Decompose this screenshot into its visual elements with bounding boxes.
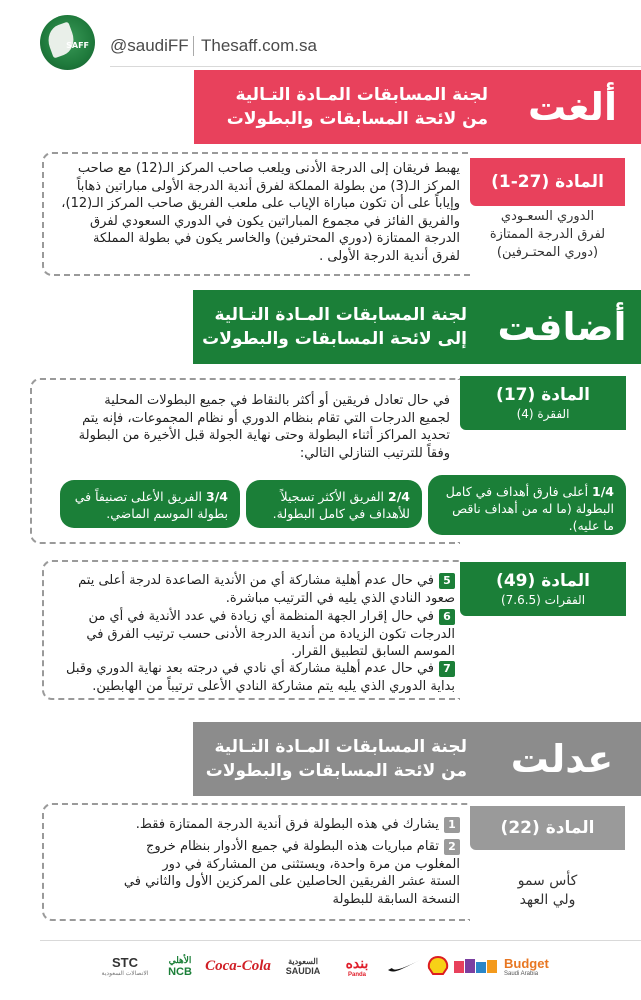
banner-line-2: من لائحة المسابقات والبطولات <box>205 761 467 781</box>
text-line: لجميع الدرجات التي تقام بنظام الدوري أو نظام المجموعات، فإنه يتم <box>82 410 450 426</box>
criterion-number: 3/4 <box>206 489 228 504</box>
criterion-1 <box>428 475 626 535</box>
header-separator <box>193 36 194 56</box>
sponsor-sub: السعودية <box>288 956 318 966</box>
sponsor-budget <box>504 953 570 979</box>
banner-verb: أضافت <box>483 290 641 364</box>
sponsor-name: SAUDIA <box>285 965 321 976</box>
sponsor-sub: Saudi Arabia <box>504 970 539 977</box>
sponsor-name: NCB <box>168 965 192 978</box>
article-17-text <box>50 392 450 462</box>
criterion-3 <box>60 480 240 528</box>
text-line: تحديد المراكز أثناء البطولة وحتى نهاية الجولة قبل الأخيرة من البطولة <box>78 428 450 443</box>
article-22-tab <box>470 806 625 850</box>
article-17-tab <box>460 376 626 430</box>
sponsor-name: بنده <box>345 954 369 971</box>
banner-added <box>193 290 641 364</box>
colored-blocks-icon <box>453 956 499 976</box>
criterion-text: أعلى فارق أهداف في كامل <box>445 484 589 499</box>
subtitle-line: ولي العهد <box>519 892 576 908</box>
header <box>0 0 641 70</box>
banner-line-1: لجنة المسابقات المـادة التـالية <box>214 737 467 757</box>
criterion-text: ما عليه). <box>568 518 614 533</box>
clause-2 <box>50 838 460 908</box>
article-49-tab <box>460 562 626 616</box>
sponsor-sub: الاتصالات السعودية <box>101 971 149 977</box>
article-title: المادة (22) <box>500 818 595 838</box>
clause-text: يشارك في هذه البطولة فرق أندية الدرجة الممتازة فقط. <box>135 817 439 832</box>
clause-text: المغلوب من مرة واحدة، ويستثنى من المشاركة في دور <box>162 856 460 872</box>
article-title: المادة (27-1) <box>491 172 604 192</box>
text-line: المركز الـ(3) من بطولة المملكة لفرق أندية الدرجة الأولى مباراتين ذهاباً <box>76 178 460 194</box>
subtitle-line: لفرق الدرجة الممتازة <box>489 227 606 242</box>
clause-text: في حال عدم أهلية مشاركة أي نادي في درجته بعد نهاية الدوري وقبل <box>66 661 434 676</box>
banner-line-2: من لائحة المسابقات والبطولات <box>226 109 488 129</box>
clause-number: 5 <box>439 573 455 589</box>
sponsor-mobily <box>452 953 500 979</box>
article-27-subtitle <box>470 208 625 272</box>
article-22-subtitle <box>470 872 625 916</box>
nike-swoosh-icon <box>386 958 422 974</box>
logo-text: SAFF <box>66 41 89 50</box>
clause-text: في حال عدم أهلية مشاركة أي من الأندية الصاعدة لدرجة أعلى يتم <box>78 573 434 588</box>
criterion-text: للأهداف في كامل البطولة. <box>272 506 410 521</box>
sponsor-name: Budget <box>504 955 549 971</box>
criterion-2 <box>246 480 422 528</box>
sponsor-stc <box>96 953 154 979</box>
clause-number: 1 <box>444 817 460 833</box>
falcon-icon <box>44 21 79 58</box>
clause-text: في حال إقرار الجهة المنظمة أي زيادة في عدد الأندية في أي من <box>88 609 434 624</box>
banner-amended <box>193 722 641 796</box>
sponsor-panda <box>334 953 380 979</box>
text-line: وفقاً للترتيب التنازلي التالي: <box>299 445 450 461</box>
clause-1 <box>50 816 460 834</box>
article-subtitle: الفقرة (4) <box>516 407 570 421</box>
website-link[interactable]: Thesaff.com.sa <box>201 36 317 55</box>
clause-text: النسخة السابقة للبطولة <box>332 891 460 907</box>
sponsor-cocacola: Coca-Cola <box>205 957 271 974</box>
text-line: وإياباً على أن تكون مباراة الإياب على ملعب الفريق صاحب المركز الـ(12)، <box>61 196 460 211</box>
sponsor-ncb <box>160 953 200 979</box>
sponsor-name: STC <box>112 955 138 970</box>
banner-text <box>194 70 504 144</box>
clause-text: بداية الدوري الذي يليه يتم مشاركة النادي الأعلى ترتيباً من الهابطين. <box>92 678 455 694</box>
banner-text <box>193 722 483 796</box>
clause-text: صعود النادي الذي يليه في الترتيب مباشرة. <box>225 590 455 606</box>
subtitle-line: الدوري السعـودي <box>500 209 595 224</box>
banner-verb: عدلت <box>483 722 641 796</box>
clause-text: الموسم السابق لتطبيق القرار. <box>291 644 455 659</box>
text-line: الدرجة الممتازة (دوري المحترفين) والخاسر يكون في بطولة المملكة <box>93 231 460 246</box>
shell-icon <box>427 956 449 976</box>
criterion-text: الفريق الأعلى تصنيفاً في <box>74 489 203 504</box>
sponsor-saudia <box>276 953 330 979</box>
clause-6 <box>50 608 455 661</box>
text-line: لفرق أندية الدرجة الأولى . <box>319 248 460 264</box>
sponsor-nike <box>384 953 424 979</box>
text-line: في حال تعادل فريقين أو أكثر بالنقاط في جميع البطولات المحلية <box>104 393 450 408</box>
banner-text <box>193 290 483 364</box>
twitter-handle[interactable]: @saudiFF <box>110 36 189 55</box>
article-subtitle: الفقرات (7.6.5) <box>500 593 586 607</box>
clause-7 <box>50 660 455 695</box>
article-27-tab <box>470 158 625 206</box>
clause-number: 6 <box>439 609 455 625</box>
sponsor-sub: Panda <box>347 971 366 978</box>
banner-line-1: لجنة المسابقات المـادة التـالية <box>235 85 488 105</box>
criterion-number: 1/4 <box>592 484 614 499</box>
sponsor-sub: الأهلي <box>168 954 192 965</box>
clause-number: 2 <box>444 839 460 855</box>
clause-number: 7 <box>439 661 455 677</box>
criterion-text: بطولة الموسم الماضي. <box>106 506 228 521</box>
clause-5 <box>50 572 455 607</box>
footer-rule <box>40 940 641 941</box>
clause-text: تقام مباريات هذه البطولة في جميع الأدوار بنظام خروج <box>145 839 439 854</box>
criterion-text: البطولة (ما له من أهداف ناقص <box>452 501 614 516</box>
article-title: المادة (17) <box>496 385 590 405</box>
banner-line-2: إلى لائحة المسابقات والبطولات <box>202 329 467 349</box>
banner-verb: ألغت <box>504 70 641 144</box>
text-line: والفريق الفائز في مجموع المباراتين يكون في الدوري السعودي لفرق <box>90 213 460 229</box>
header-rule <box>110 66 641 67</box>
criterion-number: 2/4 <box>388 489 410 504</box>
clause-text: الدرجات تكون الزيادة من أندية الدرجة الأدنى حسب ترتيب الفرق في <box>86 626 455 642</box>
banner-line-1: لجنة المسابقات المـادة التـالية <box>214 305 467 325</box>
article-title: المادة (49) <box>496 571 590 591</box>
text-line: يهبط فريقان إلى الدرجة الأدنى ويلعب صاحب المركز الـ(12) مع صاحب <box>77 161 460 176</box>
subtitle-line: كأس سمو <box>517 873 578 889</box>
banner-cancelled <box>194 70 641 144</box>
article-27-text <box>50 160 460 265</box>
subtitle-line: (دوري المحتـرفين) <box>496 245 599 260</box>
criterion-text: الفريق الأكثر تسجيلاً <box>280 489 385 504</box>
clause-text: الستة عشر الفريقين الحاصلين على المركزين الأول والثاني في <box>123 874 460 889</box>
sponsor-shell <box>426 953 450 979</box>
saff-logo[interactable] <box>40 15 95 70</box>
